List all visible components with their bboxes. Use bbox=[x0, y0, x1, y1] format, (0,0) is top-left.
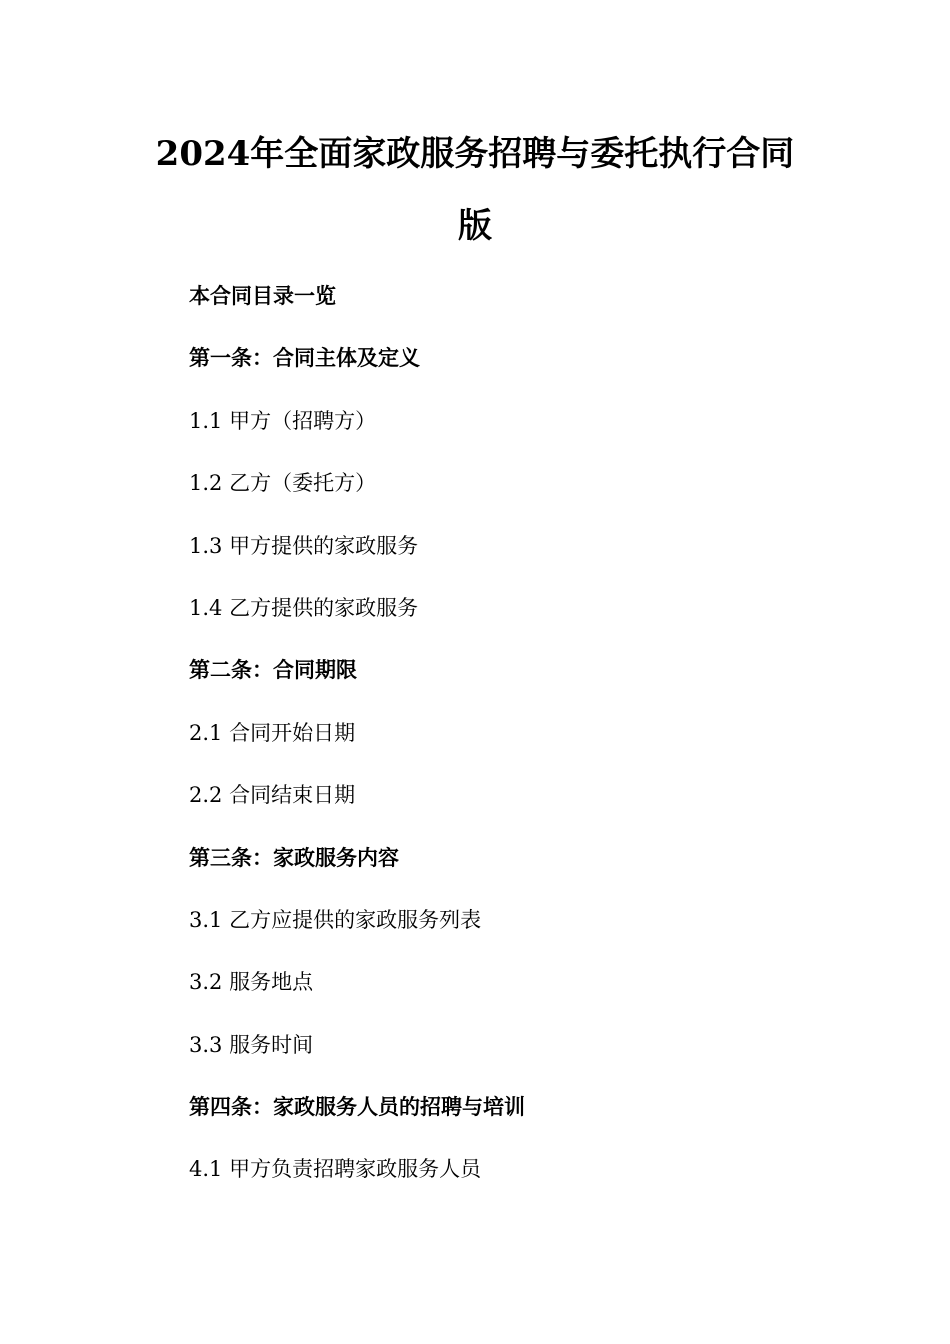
toc-item: 3.2 服务地点 bbox=[189, 970, 314, 995]
toc-item: 3.3 服务时间 bbox=[189, 1032, 314, 1057]
toc-item: 4.1 甲方负责招聘家政服务人员 bbox=[189, 1157, 482, 1182]
toc-item: 1.3 甲方提供的家政服务 bbox=[189, 533, 419, 558]
toc-item: 1.1 甲方（招聘方） bbox=[189, 408, 377, 433]
document-title-line-1: 2024年全面家政服务招聘与委托执行合同 bbox=[155, 134, 795, 174]
toc-item: 2.1 合同开始日期 bbox=[189, 720, 356, 745]
toc-item: 3.1 乙方应提供的家政服务列表 bbox=[189, 907, 482, 932]
table-of-contents bbox=[189, 281, 829, 1217]
toc-item: 1.4 乙方提供的家政服务 bbox=[189, 595, 419, 620]
toc-section-heading: 第三条：家政服务内容 bbox=[189, 844, 399, 870]
toc-item: 1.2 乙方（委托方） bbox=[189, 471, 377, 496]
toc-section-heading: 第一条：合同主体及定义 bbox=[189, 345, 420, 371]
toc-heading: 本合同目录一览 bbox=[189, 283, 336, 308]
toc-item: 2.2 合同结束日期 bbox=[189, 783, 356, 808]
toc-section-heading: 第四条：家政服务人员的招聘与培训 bbox=[189, 1094, 525, 1120]
document-title-line-2: 版 bbox=[458, 206, 492, 246]
toc-section-heading: 第二条：合同期限 bbox=[189, 657, 357, 683]
